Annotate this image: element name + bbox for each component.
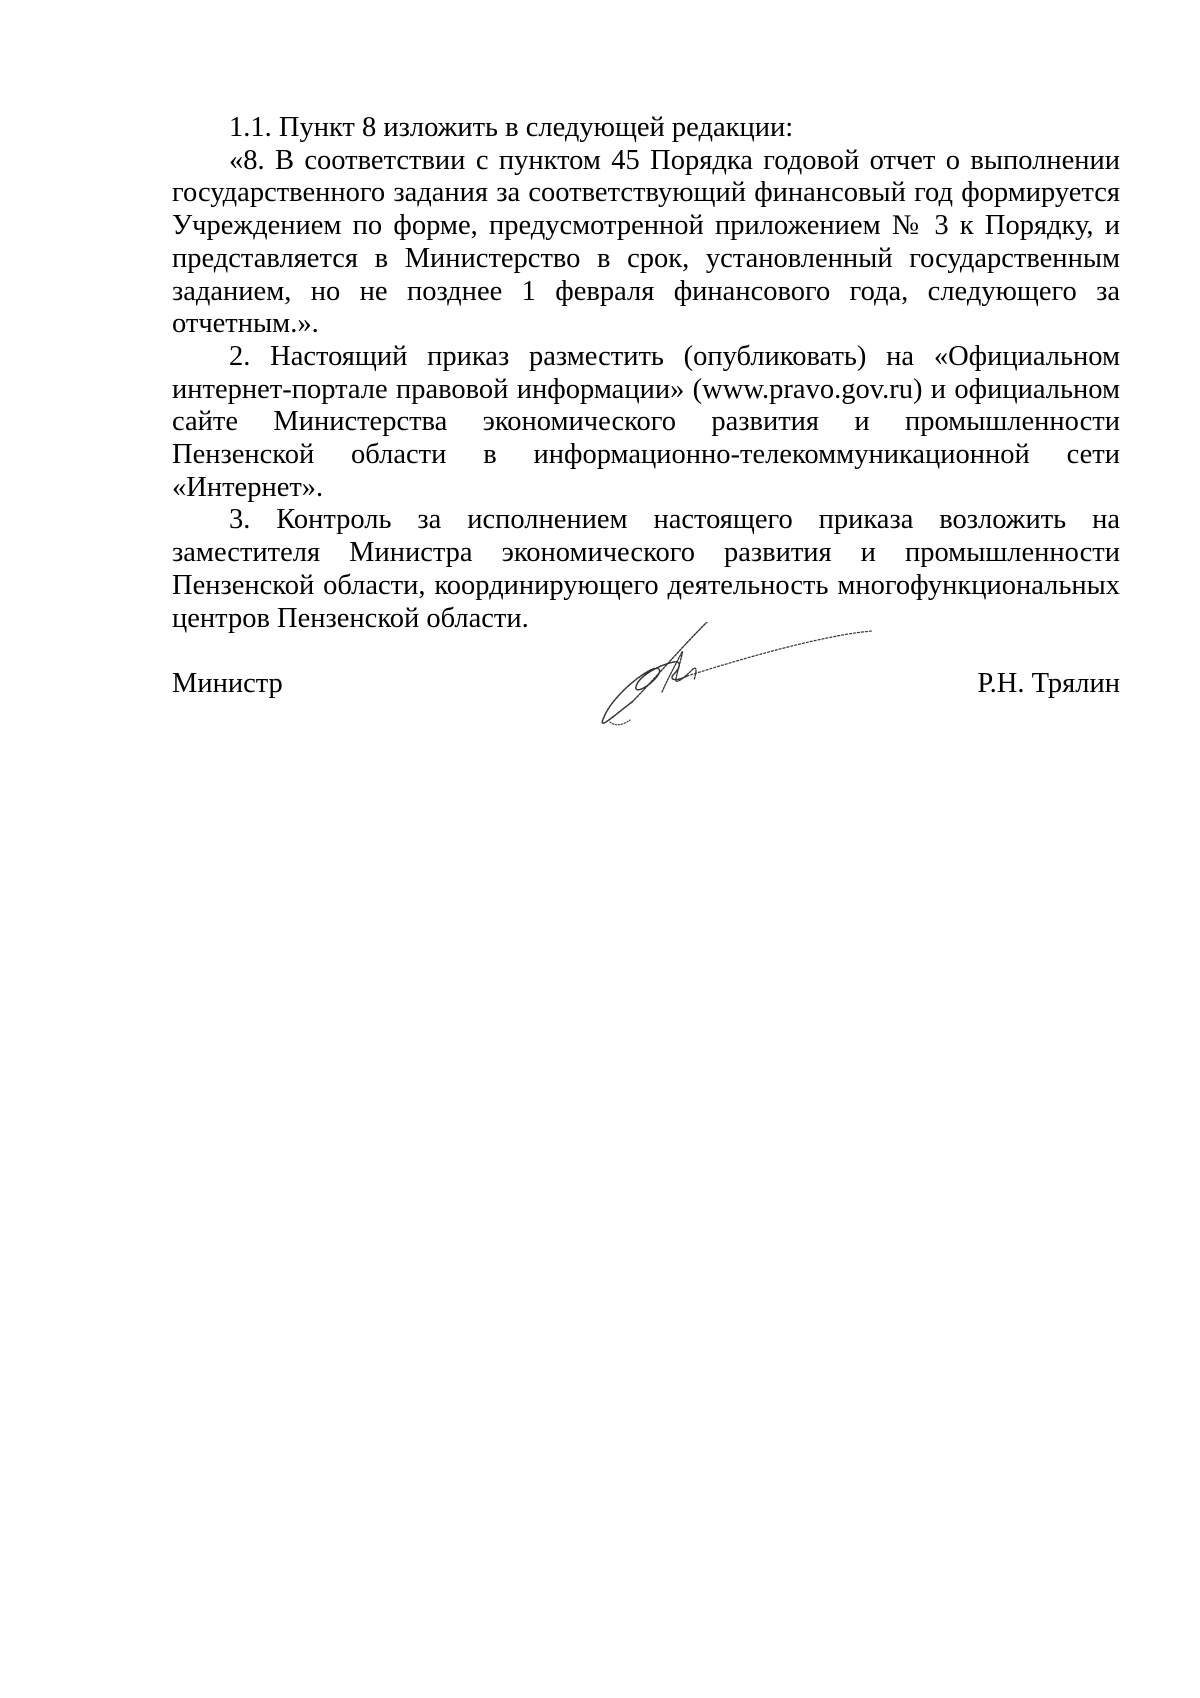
- signer-name: Р.Н. Трялин: [977, 668, 1120, 699]
- signature-block: [172, 622, 1120, 732]
- paragraph-1-1: 1.1. Пункт 8 изложить в следующей редакции:: [229, 112, 794, 143]
- paragraph-3: 3. Контроль за исполнением настоящего приказа возложить на заместителя Министра экономического развития и промышленности Пензенской области, координирующего деятельность многофункциональных центров Пензенской области.: [172, 504, 1120, 634]
- document-body: [172, 112, 1120, 635]
- paragraph-2: 2. Настоящий приказ разместить (опубликовать) на «Официальном интернет-портале правовой информации» (www.pravo.gov.ru) и официальном сайте Министерства экономического развития и промышленности Пензенской области в информационно-телекоммуникационной сети «Интернет».: [172, 340, 1120, 503]
- paragraph-quoted-8: «8. В соответствии с пунктом 45 Порядка годовой отчет о выполнении государственного задания за соответствующий финансовый год формируется Учреждением по форме, предусмотренной приложением № 3 к Порядку, и представляется в Министерство в срок, установленный государственным заданием, но не позднее 1 февраля финансового года, следующего за отчетным.».: [172, 144, 1120, 340]
- handwritten-signature-icon: [592, 622, 992, 732]
- signer-title: Министр: [172, 668, 283, 699]
